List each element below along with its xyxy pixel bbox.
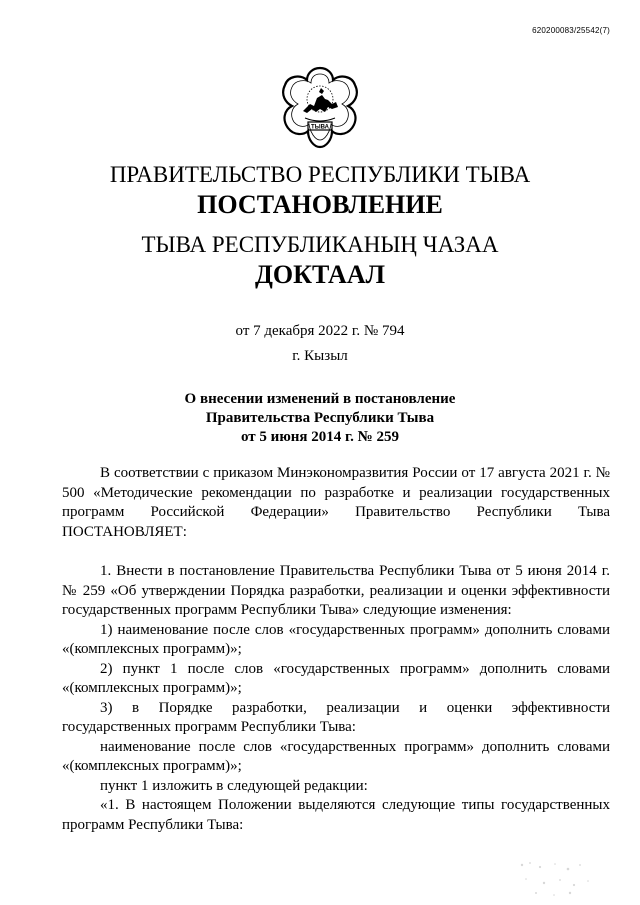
document-type-title-tyva: ДОКТААЛ (255, 260, 385, 289)
emblem-inscription: ТЫВА (311, 124, 329, 131)
government-name: ПРАВИТЕЛЬСТВО РЕСПУБЛИКИ ТЫВА (109, 162, 531, 187)
document-body (62, 464, 610, 835)
subitem-3b-paragraph: пункт 1 изложить в следующей редакции: (100, 777, 368, 794)
government-name-tyva: ТЫВА РЕСПУБЛИКАНЫҢ ЧАЗАА (141, 232, 499, 257)
document-date: от 7 декабря 2022 г. № 794 (235, 323, 405, 339)
preamble-paragraph: В соответствии с приказом Минэкономразвития России от 17 августа 2021 г. № 500 «Методические рекомендации по разработке и реализации государственных программ Российской Федерации» Правительство Республики Тыва ПОСТАНОВЛЯЕТ: (62, 465, 610, 540)
item-1-paragraph: 1. Внести в постановление Правительства Республики Тыва от 5 июня 2014 г. № 259 «Об утверждении Порядка разработки, реализации и оценки эффективности государственных программ Республики Тыва» следующие изменения: (62, 563, 610, 618)
document-id: 620200083/25542(7) (532, 26, 610, 35)
subitem-3a-paragraph: наименование после слов «государственных программ» дополнить словами «(комплексных программ)»; (62, 738, 610, 774)
subject-line: от 5 июня 2014 г. № 259 (241, 429, 399, 445)
subitem-3c-paragraph: «1. В настоящем Положении выделяются следующие типы государственных программ Республики Тыва: (62, 797, 610, 833)
document-subject (0, 390, 640, 447)
subitem-3-paragraph: 3) в Порядке разработки, реализации и оценки эффективности государственных программ Республики Тыва: (62, 699, 610, 735)
subitem-1-paragraph: 1) наименование после слов «государственных программ» дополнить словами «(комплексных программ)»; (62, 621, 610, 657)
faint-stamp-mark (510, 855, 600, 900)
coat-of-arms-icon (270, 62, 370, 152)
document-city: г. Кызыл (292, 348, 348, 364)
subject-line: Правительства Республики Тыва (205, 410, 435, 426)
document-type-title: ПОСТАНОВЛЕНИЕ (197, 190, 443, 219)
subject-line: О внесении изменений в постановление (184, 391, 456, 407)
subitem-2-paragraph: 2) пункт 1 после слов «государственных программ» дополнить словами «(комплексных программ)»; (62, 660, 610, 696)
